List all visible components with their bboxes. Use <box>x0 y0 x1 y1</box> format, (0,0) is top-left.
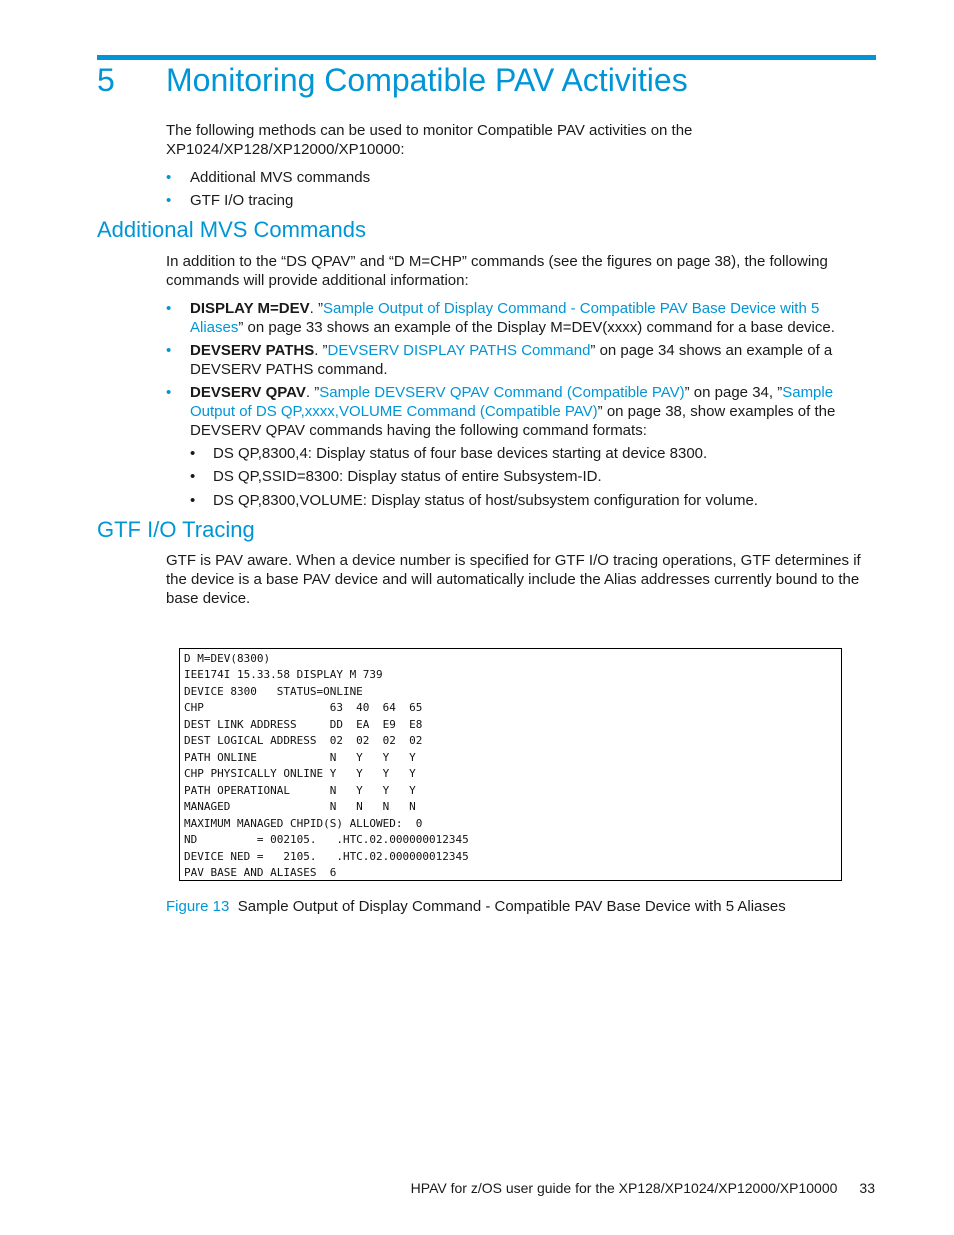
bullet-icon: • <box>166 169 172 186</box>
intro-paragraph: The following methods can be used to monitor Compatible PAV activities on the XP1024/XP128/XP12000/XP10000: <box>166 122 693 158</box>
command-name: DEVSERV QPAV <box>190 384 306 401</box>
figure-label: Figure 13 <box>166 898 230 915</box>
bullet-icon: • <box>166 192 172 209</box>
code-line: IEE174I 15.33.58 DISPLAY M 739 <box>184 668 383 681</box>
page-number: 33 <box>859 1180 875 1196</box>
mvs-paragraph: In addition to the “DS QPAV” and “D M=CHP” commands (see the figures on page 38), the following commands will provide additional information: <box>166 253 828 289</box>
bullet-icon: • <box>166 300 172 317</box>
bullet-icon: • <box>190 468 196 485</box>
code-line: DEST LINK ADDRESS DD EA E9 E8 <box>184 718 423 731</box>
figure-link[interactable]: DEVSERV DISPLAY PATHS Command <box>327 342 591 359</box>
footer-title: HPAV for z/OS user guide for the XP128/XP1024/XP12000/XP10000 <box>410 1180 838 1196</box>
gtf-paragraph: GTF is PAV aware. When a device number is specified for GTF I/O tracing operations, GTF determines if the device is a base PAV device and will automatically include the Alias addresses currently bound to the base device. <box>166 552 861 607</box>
section-heading-mvs: Additional MVS Commands <box>97 217 367 242</box>
command-output-box <box>179 648 842 881</box>
intro-bullet-text: Additional MVS commands <box>190 169 371 186</box>
figure-caption <box>166 897 786 916</box>
code-line: DEVICE NED = 2105. .HTC.02.000000012345 <box>184 850 469 863</box>
intro-bullet-text: GTF I/O tracing <box>190 192 294 209</box>
command-name: DISPLAY M=DEV <box>190 300 310 317</box>
bullet-icon: • <box>166 384 172 401</box>
bullet-icon: • <box>166 342 172 359</box>
code-line: CHP PHYSICALLY ONLINE Y Y Y Y <box>184 767 416 780</box>
code-line: D M=DEV(8300) <box>184 652 271 665</box>
figure-link[interactable]: Sample Output of DS QP,xxxx,VOLUME Command (Compatible PAV) <box>190 384 834 420</box>
code-line: PATH OPERATIONAL N Y Y Y <box>184 784 416 797</box>
chapter-top-rule <box>97 55 876 60</box>
section-heading-gtf: GTF I/O Tracing <box>97 517 255 542</box>
command-name: DEVSERV PATHS <box>190 342 315 359</box>
chapter-title: Monitoring Compatible PAV Activities <box>166 62 688 98</box>
code-line: DEST LOGICAL ADDRESS 02 02 02 02 <box>184 734 423 747</box>
figure-caption-text: Sample Output of Display Command - Compatible PAV Base Device with 5 Aliases <box>237 898 786 915</box>
chapter-number: 5 <box>97 62 115 98</box>
figure-link[interactable]: Sample Output of Display Command - Compatible PAV Base Device with 5 Aliases <box>190 300 820 336</box>
code-line: PAV BASE AND ALIASES 6 <box>184 866 337 879</box>
code-line: DEVICE 8300 STATUS=ONLINE <box>184 685 363 698</box>
code-line: MANAGED N N N N <box>184 800 416 813</box>
bullet-icon: • <box>190 445 196 462</box>
code-line: PATH ONLINE N Y Y Y <box>184 751 416 764</box>
page-footer <box>411 1180 875 1196</box>
code-line: MAXIMUM MANAGED CHPID(S) ALLOWED: 0 <box>184 817 423 830</box>
code-line: ND = 002105. .HTC.02.000000012345 <box>184 833 469 846</box>
code-line: CHP 63 40 64 65 <box>184 701 423 714</box>
figure-link[interactable]: Sample DEVSERV QPAV Command (Compatible PAV) <box>319 384 685 401</box>
bullet-icon: • <box>190 492 196 509</box>
